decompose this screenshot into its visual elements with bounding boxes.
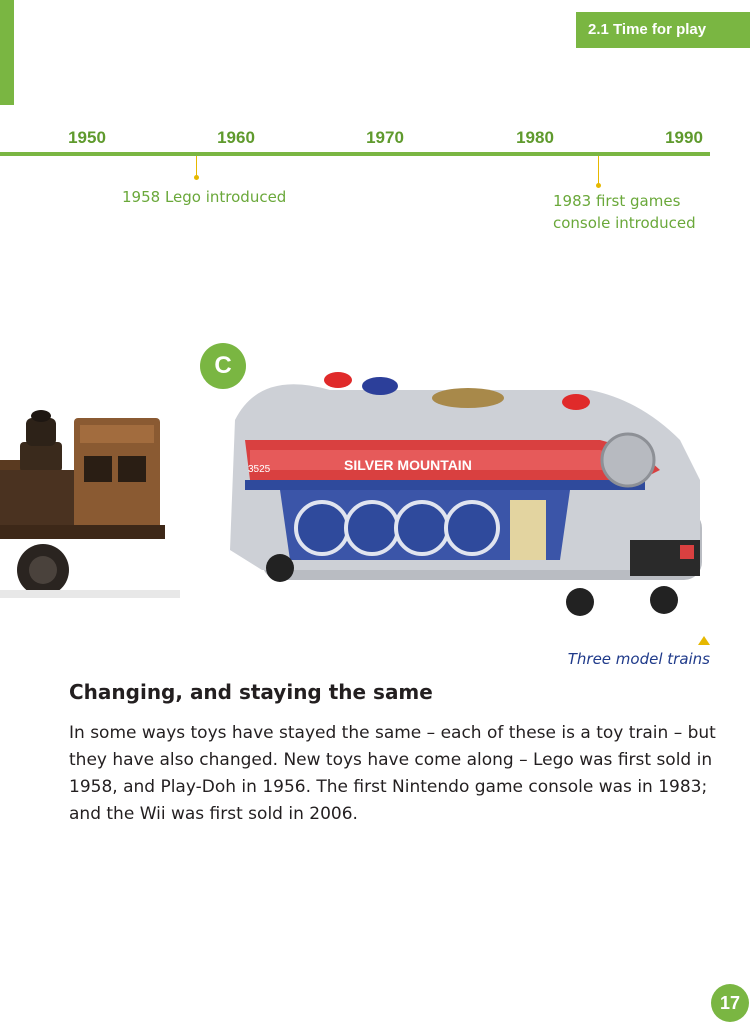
- event-text-line1: 1983 first games: [553, 192, 681, 210]
- event-text-line2: console introduced: [553, 214, 696, 232]
- event-marker-dot: [194, 175, 199, 180]
- timeline-year-1980: 1980: [516, 128, 554, 147]
- body-paragraph: In some ways toys have stayed the same – each of these is a toy train – but they have also changed. New toys have come along – Lego was first sold in 1958, and Play-Doh in 1956. The first Nintendo game console was in 1983; and the Wii was first sold in 2006.: [69, 723, 716, 824]
- train-number: 3525: [248, 464, 271, 475]
- timeline-year-1970: 1970: [366, 128, 404, 147]
- timeline-event-lego: [122, 186, 286, 208]
- copper-train-image: [0, 410, 180, 598]
- section-heading: Changing, and staying the same: [69, 680, 433, 704]
- caption-pointer-icon: [698, 636, 710, 645]
- timeline-year-1990: 1990: [665, 128, 703, 147]
- timeline-event-console: [553, 190, 696, 234]
- event-marker-dot: [596, 183, 601, 188]
- page-number: 17: [711, 984, 749, 1022]
- timeline-axis: [0, 152, 710, 156]
- timeline-year-1960: 1960: [217, 128, 255, 147]
- train-lettering: SILVER MOUNTAIN: [344, 457, 472, 473]
- tin-train-image: [230, 372, 702, 616]
- figure-caption: Three model trains: [567, 650, 710, 668]
- event-text: 1958 Lego introduced: [122, 188, 287, 206]
- chapter-color-bar: [0, 0, 14, 105]
- timeline-year-1950: 1950: [68, 128, 106, 147]
- model-trains-photo: [0, 330, 750, 630]
- section-tab: 2.1 Time for play: [576, 12, 750, 48]
- event-marker-line: [598, 156, 599, 186]
- figure-label-badge: C: [200, 343, 246, 389]
